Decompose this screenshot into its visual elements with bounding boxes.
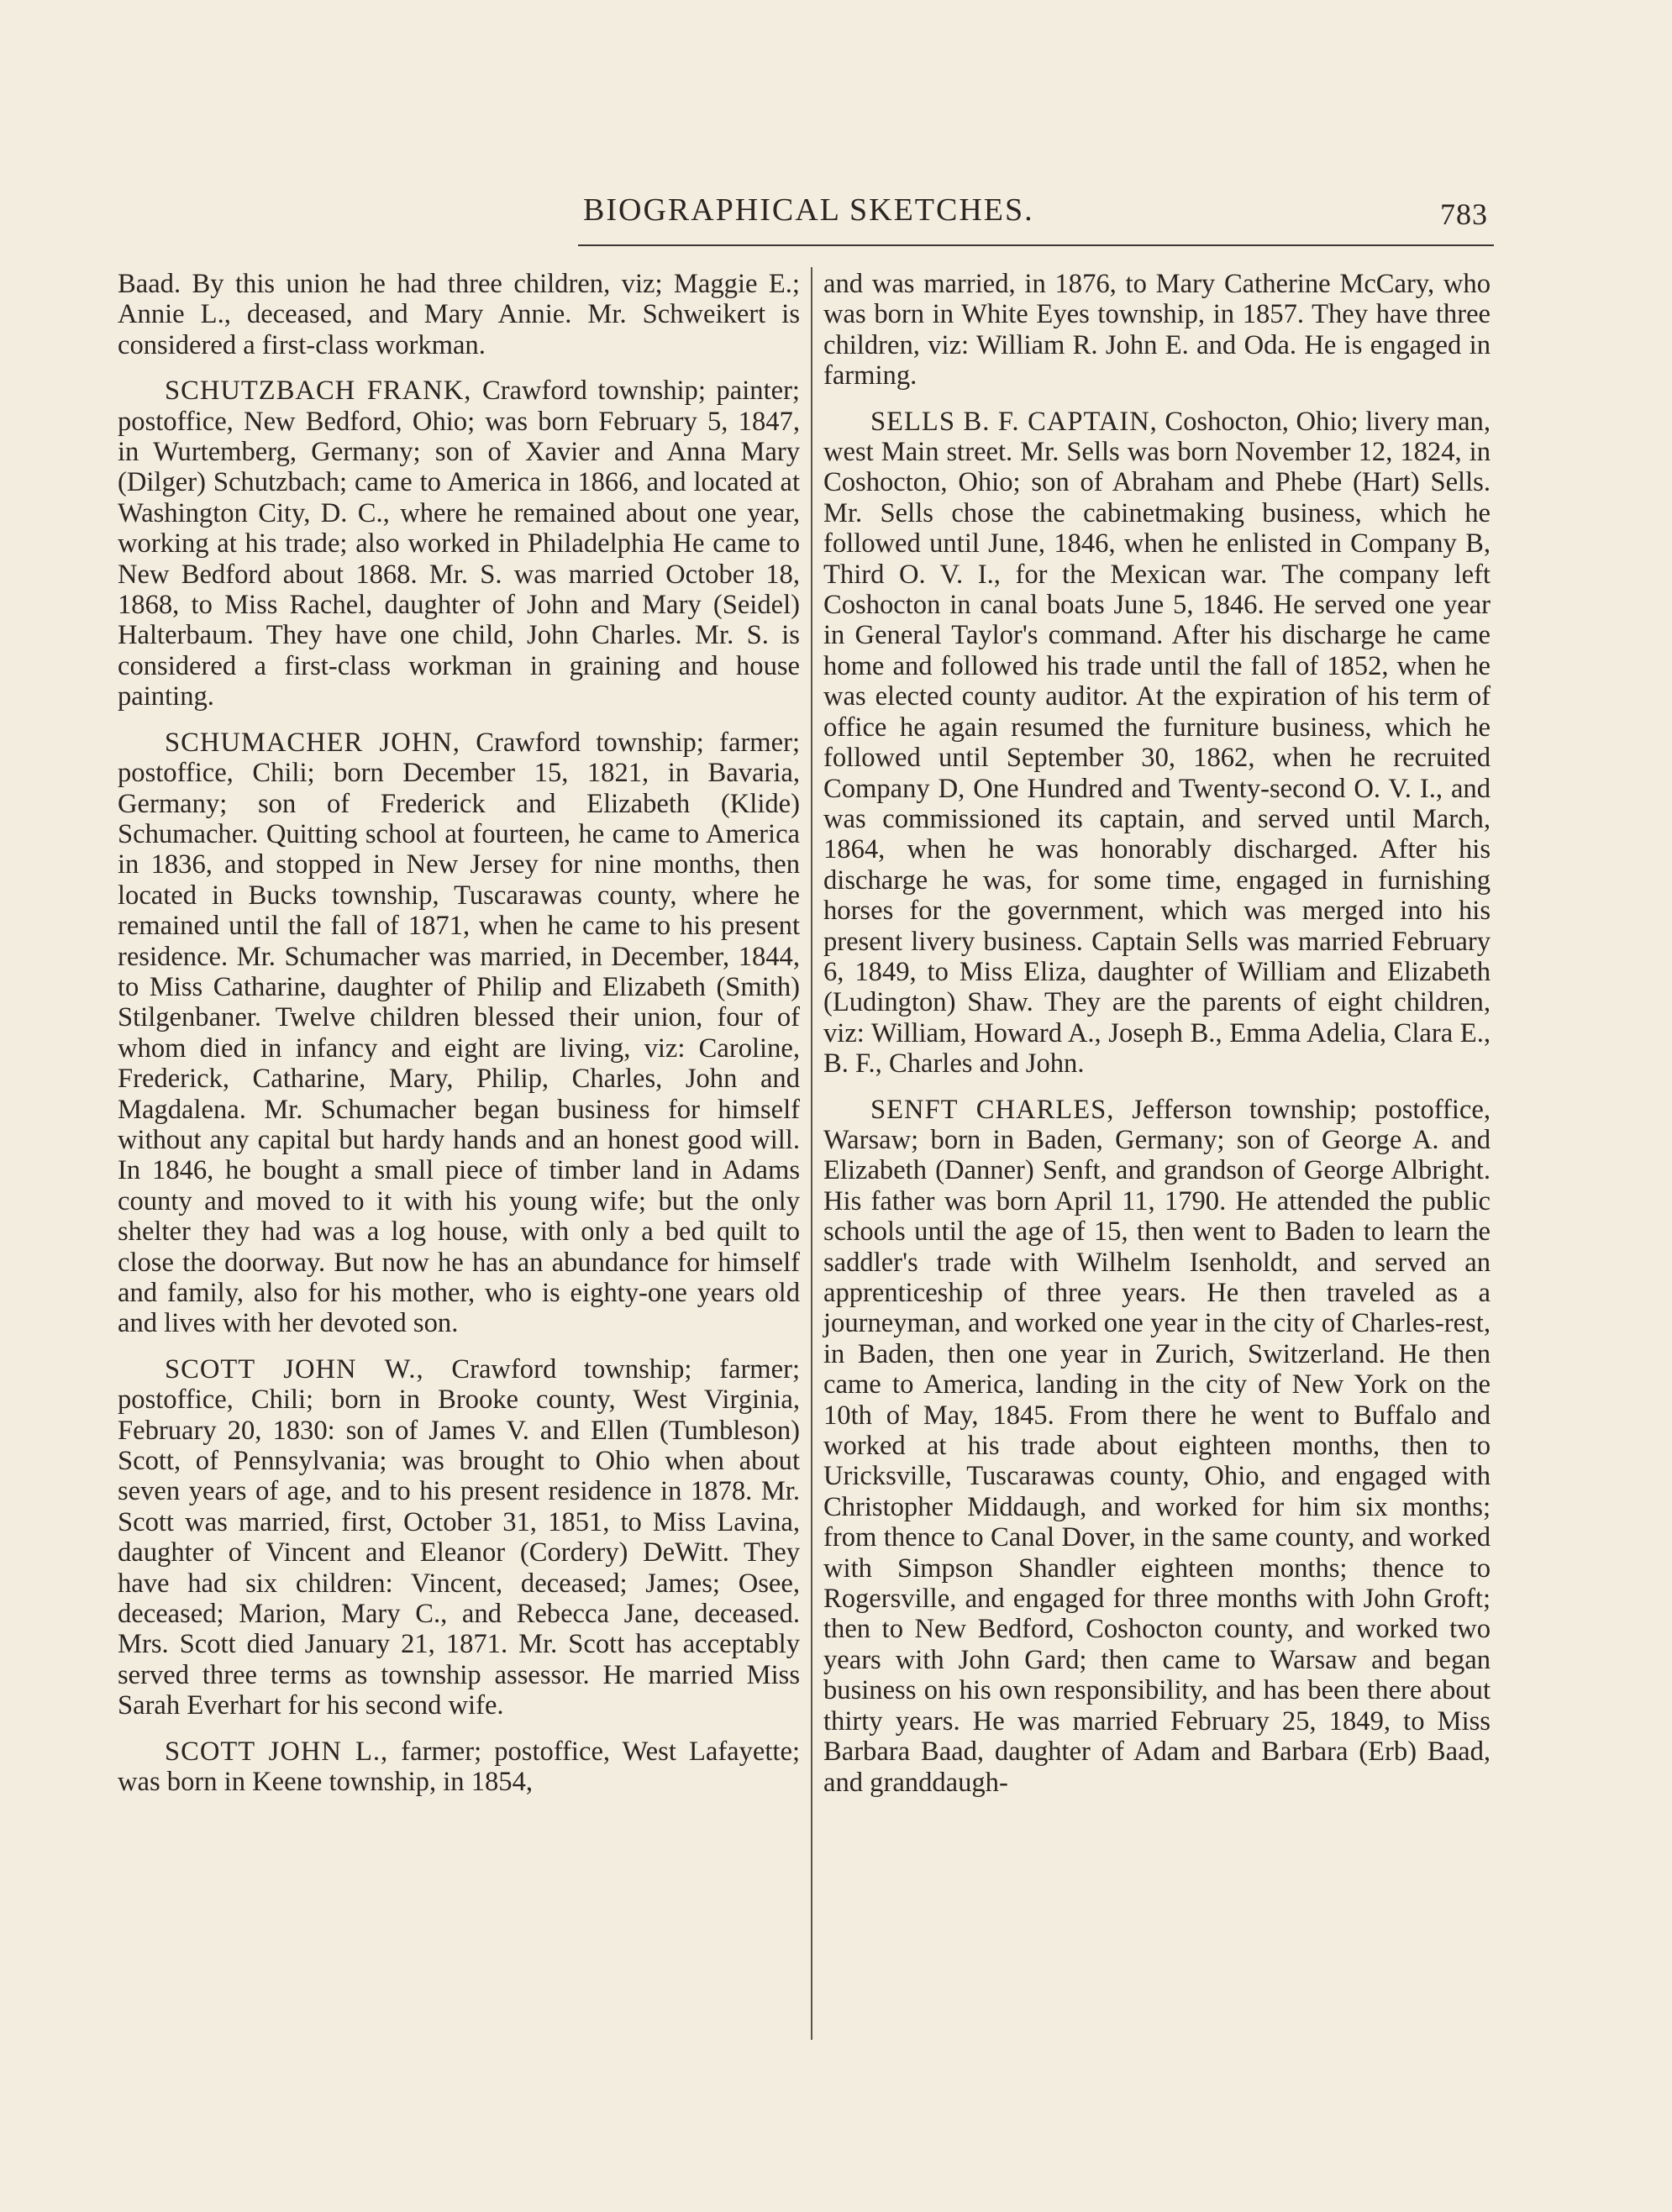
running-title: BIOGRAPHICAL SKETCHES.	[583, 192, 1034, 228]
entry-text: Coshocton, Ohio; livery man, west Main street. Mr. Sells was born November 12, 1824, in Coshocton, Ohio; son of Abraham and Phebe (Hart) Sells. Mr. Sells chose the cabinetmaking business, which he followed until June, 1846, when he enlisted in Company B, Third O. V. I., for the Mexican war. The company left Coshocton in canal boats June 5, 1846. He served one year in General Taylor's command. After his discharge he came home and followed his trade until the fall of 1852, when he was elected county auditor. At the expiration of his term of office he again resumed the furniture business, which he followed until September 30, 1862, when he recruited Company D, One Hundred and Twenty-second O. V. I., and was commissioned its captain, and served until March, 1864, when he was honorably discharged. After his discharge he was, for some time, engaged in furnishing horses for the government, which was merged into his present livery business. Captain Sells was married February 6, 1849, to Miss Eliza, daughter of William and Elizabeth (Ludington) Shaw. They are the parents of eight children, viz: William, Howard A., Joseph B., Emma Adelia, Clara E., B. F., Charles and John.	[823, 406, 1491, 1080]
biography-entry	[823, 407, 1491, 1080]
left-column	[118, 269, 800, 1813]
right-column	[823, 269, 1491, 1813]
header-rule	[578, 244, 1494, 246]
paragraph-text: Baad. By this union he had three children, viz; Maggie E.; Annie L., deceased, and Mary Annie. Mr. Schweikert is considered a first-class workman.	[118, 269, 800, 360]
column-divider	[811, 267, 812, 2040]
biography-entry	[118, 376, 800, 712]
entry-text: farmer; postoffice, West Lafayette; was born in Keene township, in 1854,	[118, 1736, 800, 1798]
entry-text: Crawford township; farmer; postoffice, Chili; born December 15, 1821, in Bavaria, Germany; son of Frederick and Elizabeth (Klide) Schumacher. Quitting school at fourteen, he came to America in 1836, and stopped in New Jersey for nine months, then located in Bucks township, Tuscarawas county, where he remained until the fall of 1871, when he came to his present residence. Mr. Schumacher was married, in December, 1844, to Miss Catharine, daughter of Philip and Elizabeth (Smith) Stilgenbaner. Twelve children blessed their union, four of whom died in infancy and eight are living, viz: Caroline, Frederick, Catharine, Mary, Philip, Charles, John and Magdalena. Mr. Schumacher began business for himself without any capital but hardy hands and an honest good will. In 1846, he bought a small piece of timber land in Adams county and moved to it with his young wife; but the only shelter they had was a log house, with only a bed quilt to close the doorway. But now he has an abundance for himself and family, also for his mother, who is eighty-one years old and lives with her devoted son.	[118, 727, 800, 1339]
entry-name: SCOTT JOHN W.,	[165, 1353, 424, 1384]
biography-entry	[823, 1095, 1491, 1798]
page-number: 783	[1440, 197, 1488, 231]
entry-name: SCOTT JOHN L.,	[165, 1736, 389, 1767]
paragraph-text: and was married, in 1876, to Mary Catherine McCary, who was born in White Eyes township, in 1857. They have three children, viz: William R. John E. and Oda. He is engaged in farming.	[823, 269, 1491, 391]
paragraph-continuation	[118, 269, 800, 360]
entry-name: SCHUTZBACH FRANK,	[165, 376, 472, 407]
biography-entry	[118, 1354, 800, 1721]
biography-entry	[118, 728, 800, 1339]
page-header	[0, 192, 1672, 242]
biography-entry	[118, 1736, 800, 1798]
entry-name: SCHUMACHER JOHN,	[165, 727, 460, 758]
entry-name: SELLS B. F. CAPTAIN,	[870, 406, 1158, 437]
entry-text: Crawford township; painter; postoffice, New Bedford, Ohio; was born February 5, 1847, in Wurtemberg, Germany; son of Xavier and Anna Mary (Dilger) Schutzbach; came to America in 1866, and located at Washington City, D. C., where he remained about one year, working at his trade; also worked in Philadelphia He came to New Bedford about 1868. Mr. S. was married October 18, 1868, to Miss Rachel, daughter of John and Mary (Seidel) Halterbaum. They have one child, John Charles. Mr. S. is considered a first-class workman in graining and house painting.	[118, 376, 800, 712]
entry-text: Jefferson township; postoffice, Warsaw; born in Baden, Germany; son of George A. and Elizabeth (Danner) Senft, and grandson of George Albright. His father was born April 11, 1790. He attended the public schools until the age of 15, then went to Baden to learn the saddler's trade with Wilhelm Isenholdt, and served an apprenticeship of three years. He then traveled as a journeyman, and worked one year in the city of Charles-rest, in Baden, then one year in Zurich, Switzerland. He then came to America, landing in the city of New York on the 10th of May, 1845. From there he went to Buffalo and worked at his trade about eighteen months, then to Uricksville, Tuscarawas county, Ohio, and engaged with Christopher Middaugh, and worked for him six months; from thence to Canal Dover, in the same county, and worked with Simpson Shandler eighteen months; thence to Rogersville, and engaged for three months with John Groft; then to New Bedford, Coshocton county, and worked two years with John Gard; then came to Warsaw and began business on his own responsibility, and has been there about thirty years. He was married February 25, 1849, to Miss Barbara Baad, daughter of Adam and Barbara (Erb) Baad, and granddaugh-	[823, 1094, 1491, 1798]
paragraph-continuation	[823, 269, 1491, 391]
entry-name: SENFT CHARLES,	[870, 1094, 1115, 1125]
entry-text: Crawford township; farmer; postoffice, Chili; born in Brooke county, West Virginia, February 20, 1830: son of James V. and Ellen (Tumbleson) Scott, of Pennsylvania; was brought to Ohio when about seven years of age, and to his present residence in 1878. Mr. Scott was married, first, October 31, 1851, to Miss Lavina, daughter of Vincent and Eleanor (Cordery) DeWitt. They have had six children: Vincent, deceased; James; Osee, deceased; Marion, Mary C., and Rebecca Jane, deceased. Mrs. Scott died January 21, 1871. Mr. Scott has acceptably served three terms as township assessor. He married Miss Sarah Everhart for his second wife.	[118, 1353, 800, 1721]
